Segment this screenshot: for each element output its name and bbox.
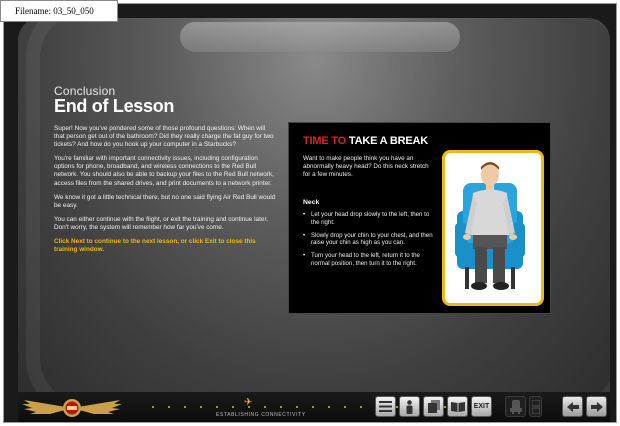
next-button[interactable] xyxy=(586,396,607,417)
lesson-paragraph: You can either continue with the flight, or exit the training and continue later. Don't worry, the system will remember how far you've come. xyxy=(54,215,268,231)
section-label: Conclusion xyxy=(54,84,116,98)
exit-button-label: EXIT xyxy=(473,403,490,410)
menu-button[interactable] xyxy=(375,396,396,417)
grid-icon xyxy=(532,400,540,414)
course-navigation-bar xyxy=(18,392,610,423)
break-intro: Want to make people think you have an abnormally heavy head? Do this neck stretch for a few minutes. xyxy=(303,155,429,178)
lesson-text-column xyxy=(54,84,276,260)
resources-button[interactable] xyxy=(423,396,444,417)
neck-steps-list xyxy=(303,211,439,273)
lesson-title: End of Lesson xyxy=(54,96,175,116)
break-heading-red: TIME TO xyxy=(303,135,347,147)
lesson-paragraph: Super! Now you've pondered some of those profound questions: When will that person get out of the bathroom? Did they really charge the fat guy for two tickets? And how do you hook up your computer in a Starbucks? xyxy=(54,125,274,149)
profile-button[interactable] xyxy=(399,396,420,417)
arrow-right-icon xyxy=(591,402,603,412)
exit-button[interactable] xyxy=(471,396,492,417)
break-heading xyxy=(303,135,428,147)
man-in-chair-illustration xyxy=(442,150,544,306)
app-frame xyxy=(3,3,617,423)
take-a-break-panel xyxy=(288,122,551,314)
layout-button[interactable] xyxy=(529,396,542,417)
next-exit-instruction: Click Next to continue to the next lesson, or click Exit to close this training window. xyxy=(54,238,256,254)
airplane-icon: ✈ xyxy=(244,397,253,408)
neck-section-title: Neck xyxy=(303,199,320,206)
pages-icon xyxy=(428,400,440,413)
lesson-stage xyxy=(18,18,610,392)
filename-label: Filename: 03_50_050 xyxy=(0,0,118,22)
glossary-button[interactable] xyxy=(447,396,468,417)
book-icon xyxy=(451,401,465,412)
person-icon xyxy=(405,400,414,414)
seat-button[interactable] xyxy=(505,396,526,417)
seat-icon xyxy=(510,400,522,414)
neck-step: • Let your head drop slowly to the left, then to the right. xyxy=(311,211,439,227)
lesson-paragraph: You're familiar with important connectivity issues, including configuration options for phone, broadband, and wireless connections to the Red Bull network. You should also be able to backup your files to the Red Bull network, access files from the shared drives, and print documents to a network printer. xyxy=(54,155,274,187)
progress-lesson-label: ESTABLISHING CONNECTIVITY xyxy=(216,412,306,418)
neck-step: • Slowly drop your chin to your chest, and then raise your chin as high as you can. xyxy=(311,232,439,248)
lesson-paragraph: We know it got a little technical there, but no one said flying Air Red Bull would be easy. xyxy=(54,193,276,209)
neck-step: • Turn your head to the left, return it to the normal position, then turn it to the right. xyxy=(311,252,439,268)
break-heading-white: TAKE A BREAK xyxy=(348,135,428,147)
arrow-left-icon xyxy=(567,402,579,412)
menu-icon xyxy=(379,401,392,412)
wings-logo-icon xyxy=(20,394,124,422)
back-button[interactable] xyxy=(562,396,583,417)
